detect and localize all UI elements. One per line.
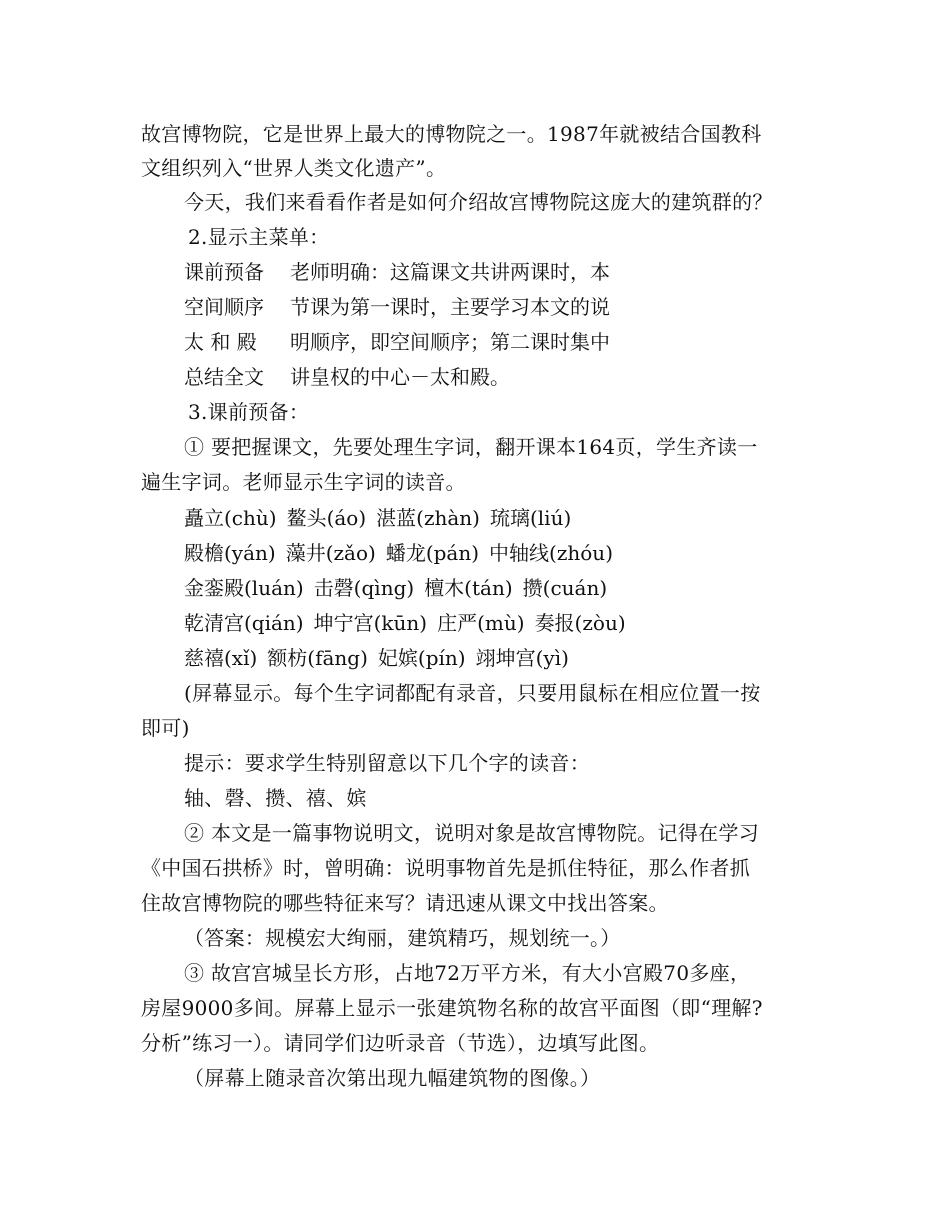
vocab-word[interactable]: 妃嫔(pín) <box>377 646 466 670</box>
paragraph-palace-line1: ③ 故宫宫城呈长方形，占地72万平方米，有大小宫殿70多座， <box>184 961 751 985</box>
vocab-word[interactable]: 击磬(qìng) <box>313 576 415 600</box>
menu-desc-line: 明顺序，即空间顺序；第二课时集中 <box>290 330 610 354</box>
paragraph-images-note: （屏幕上随录音次第出现九幅建筑物的图像。） <box>184 1066 601 1090</box>
paragraph-features-line3: 住故宫博物院的哪些特征来写？请迅速从课文中找出答案。 <box>141 891 669 915</box>
menu-item-summary[interactable]: 总结全文 <box>184 365 264 389</box>
menu-desc-line: 老师明确：这篇课文共讲两课时，本 <box>290 260 610 284</box>
vocab-row <box>184 645 579 671</box>
vocab-word[interactable]: 湛蓝(zhàn) <box>376 506 480 530</box>
vocab-word[interactable]: 蟠龙(pán) <box>385 541 480 565</box>
vocab-word[interactable]: 矗立(chù) <box>184 506 277 530</box>
paragraph-question: 今天，我们来看看作者是如何介绍故宫博物院这庞大的建筑群的？ <box>184 190 773 214</box>
paragraph-features-line2: 《中国石拱桥》时，曾明确：说明事物首先是抓住特征，那么作者抓 <box>141 856 750 880</box>
vocab-row <box>184 540 623 566</box>
vocab-row <box>184 610 636 636</box>
paragraph-vocab-intro-line2: 遍生字词。老师显示生字词的读音。 <box>141 470 466 494</box>
vocab-word[interactable]: 攒(cuán) <box>522 576 608 600</box>
vocab-word[interactable]: 殿檐(yán) <box>184 541 276 565</box>
menu-item-taihe-hall[interactable]: 太 和 殿 <box>184 330 257 354</box>
vocab-word[interactable]: 鳌头(áo) <box>286 506 367 530</box>
vocab-word[interactable]: 藻井(zǎo) <box>285 541 376 565</box>
vocab-word[interactable]: 坤宁宫(kūn) <box>313 611 428 635</box>
paragraph-intro-line2: 文组织列入“世界人类文化遗产”。 <box>141 156 447 180</box>
menu-item-preview[interactable]: 课前预备 <box>184 260 264 284</box>
vocab-word[interactable]: 金銮殿(luán) <box>184 576 304 600</box>
vocab-word[interactable]: 额枋(fāng) <box>267 646 368 670</box>
paragraph-hint: 提示：要求学生特别留意以下几个字的读音： <box>184 751 590 775</box>
paragraph-intro-line1: 故宫博物院，它是世界上最大的博物院之一。1987年就被结合国教科 <box>141 122 762 146</box>
paragraph-screen-note-line1: (屏幕显示。每个生字词都配有录音，只要用鼠标在相应位置一按 <box>184 681 761 705</box>
vocab-word[interactable]: 慈禧(xǐ) <box>184 646 258 670</box>
menu-row <box>184 329 610 355</box>
vocab-row <box>184 575 617 601</box>
menu-desc-line: 节课为第一课时，主要学习本文的说 <box>290 295 610 319</box>
vocab-word[interactable]: 庄严(mù) <box>437 611 525 635</box>
paragraph-palace-line3: 分析”练习一）。请同学们边听录音（节选），边填写此图。 <box>141 1031 660 1055</box>
paragraph-key-chars: 轴、磬、攒、禧、嫔 <box>184 786 367 810</box>
vocab-word[interactable]: 琉璃(liú) <box>489 506 572 530</box>
vocab-word[interactable]: 乾清宫(qián) <box>184 611 304 635</box>
heading-show-menu: 2.显示主菜单： <box>188 225 330 249</box>
heading-preview: 3.课前预备： <box>188 400 310 424</box>
vocab-word[interactable]: 翊坤宫(yì) <box>475 646 569 670</box>
paragraph-vocab-intro-line1: ① 要把握课文，先要处理生字词，翻开课本164页，学生齐读一 <box>184 435 758 459</box>
vocab-row <box>184 505 581 531</box>
menu-desc-line: 讲皇权的中心－太和殿。 <box>290 365 510 389</box>
menu-row <box>184 259 610 285</box>
paragraph-features-line1: ② 本文是一篇事物说明文，说明对象是故宫博物院。记得在学习 <box>184 821 760 845</box>
paragraph-screen-note-line2: 即可) <box>141 716 190 740</box>
vocab-word[interactable]: 中轴线(zhóu) <box>489 541 613 565</box>
menu-item-spatial-order[interactable]: 空间顺序 <box>184 295 264 319</box>
paragraph-palace-line2: 房屋9000多间。屏幕上显示一张建筑物名称的故宫平面图（即“理解? <box>141 996 763 1020</box>
menu-row <box>184 364 510 390</box>
vocab-word[interactable]: 檀木(tán) <box>424 576 513 600</box>
paragraph-answer: （答案：规模宏大绚丽，建筑精巧，规划统一。） <box>184 926 621 950</box>
vocab-word[interactable]: 奏报(zòu) <box>534 611 626 635</box>
menu-row <box>184 294 610 320</box>
